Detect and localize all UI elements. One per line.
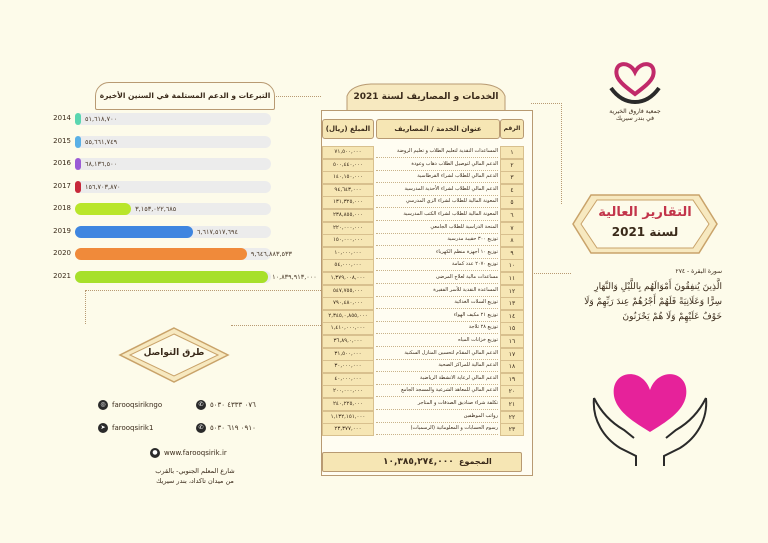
telegram-icon: ➤ [98,423,108,433]
instagram-link[interactable] [98,400,162,410]
table-row-number: ١٨ [500,360,524,373]
address-line2: من ميدان تاكداد، بندر سيريك [156,477,234,485]
table-row-number: ١٩ [500,373,524,386]
table-row-number: ١٤ [500,310,524,323]
verse-reference: سورة البقرة - ٢٧٤ [675,268,722,275]
table-row-number: ٣ [500,171,524,184]
table-row-number: ١٠ [500,259,524,272]
website-link[interactable] [150,448,227,458]
table-title-badge [341,82,511,112]
table-row-amount: ١٥٠,٠٠٠,٠٠٠ [322,234,374,247]
bar-2016 [75,158,81,170]
bar-2020 [75,248,247,260]
telegram-handle: farooqsirik1 [112,424,154,432]
phone-icon: ✆ [196,400,206,410]
table-row-number: ١٥ [500,322,524,335]
table-row-amount: ٢٠٠,٠٠٠,٠٠٠ [322,385,374,398]
address-line1: شارع المعلم الجنوبي- بالقرب [155,467,235,475]
report-title-line1: التقارير العالية [598,205,692,220]
table-row-description: الدعم المالي للطلاب لشراء الأحذية المدرسية [376,184,498,196]
telegram-link[interactable] [98,423,153,433]
table-row-amount: ١,٤١٠,٠٠٠,٠٠٠ [322,322,374,335]
table-row-description: توزيع ٢٨ ثلاجة [376,322,498,334]
table-row-description: توزيع ٣٠٠ حقيبة مدرسية [376,234,498,246]
table-row-description: المساعدات النقدية لتعليم الطلاب و تعليم الروضة [376,146,498,158]
connector [85,290,321,291]
table-row-description: رسوم الحسابات و المعلوماتية (الرسميات) [376,423,498,435]
heart-in-hands-illustration [590,360,710,470]
table-row-description: المساعدة النقدية للأسر الفقيرة [376,285,498,297]
table-row-description: الدعم المالي المقدّم لتحسين المنازل السكنية [376,348,498,360]
table-row-number: ١٦ [500,335,524,348]
table-row-amount: ٥٤٧,٧٥٥,٠٠٠ [322,285,374,298]
bar-year-label: 2014 [53,114,71,122]
table-row-amount: ٢٤٠,٢٢٥,٠٠٠ [322,398,374,411]
report-title-line2: لسنة 2021 [611,225,679,239]
bar-year-label: 2017 [53,181,71,190]
table-row-description: الدعم المالي لتوصيل الطلاب ذهاب وعودة [376,159,498,171]
table-row-amount: ٢,٣٤٥,٠,٨٥٥,٠٠٠ [322,310,374,323]
table-row-description: تكلفة شراء صناديق الصدقات و المتاجر [376,398,498,410]
website-url: www.farooqsirik.ir [164,449,227,457]
total-value: ١٠,٣٨٥,٢٧٤,٠٠٠ [383,457,454,467]
bar-year-label: 2021 [53,271,71,280]
table-row-amount: ٤٠,٠٠٠,٠٠٠ [322,373,374,386]
bar-value-label: ١٠,٨٣٩,٩١٣,٠٠٠ [272,272,317,281]
table-row-amount: ٥٤,٠٠٠,٠٠٠ [322,259,374,272]
table-row-number: ٤ [500,184,524,197]
phone-2-number: ٠٩١٠ ٦١٩ ٥٠٣٠ [210,424,256,432]
table-row-number: ٧ [500,222,524,235]
phone-1[interactable] [196,400,256,410]
org-name-line1: جمعية فاروق الخيرية [609,108,661,115]
table-row-amount: ٢٣٨,٨٥٥,٠٠٠ [322,209,374,222]
bar-2021 [75,271,268,283]
table-row-amount: ٥٠٠,٤٤٠,٠٠٠ [322,159,374,172]
bar-2017 [75,181,81,193]
bar-year-label: 2019 [53,226,71,235]
table-row-description: رواتب الموظفين [376,411,498,423]
table-row-amount: ٧١,٥٠٠,٠٠٠ [322,146,374,159]
col-header-amount: المبلغ (ريال) [322,119,374,139]
connector [273,96,321,97]
connector [231,325,321,326]
bar-year-label: 2018 [53,204,71,212]
bar-value-label: ٩,٦٤٦,٨٨٣,٥٣٣ [250,250,292,258]
report-title-badge [571,193,719,255]
address [150,466,240,486]
total-label: المجموع [459,457,492,466]
table-title: الخدمات و المصاريف لسنة 2021 [353,92,499,102]
bar-track [75,226,271,238]
bar-2014 [75,113,81,125]
verse-text: الَّذِينَ يُنفِقُونَ أَمْوَالَهُم بِاللَّيْلِ وَالنَّهَارِ سِرًّا وَعَلَانِيَةً فَلَهُمْ أَجْرُهُمْ عِندَ رَبِّهِمْ وَلَا خَوْفٌ عَلَيْهِمْ وَلَا هُمْ يَحْزَنُونَ [584,282,722,322]
table-row-number: ٢١ [500,398,524,411]
table-row-amount: ١٤٠,١٥٠,٠٠٠ [322,171,374,184]
contact-badge [116,326,232,384]
table-row-number: ٢ [500,159,524,172]
org-name-line2: في بندر سيريك [615,115,655,122]
table-row-number: ٨ [500,234,524,247]
table-row-description: الدعم المالية للمراكز الصحية [376,360,498,372]
bar-value-label: ١٥٦,٧٠٣,٨٧٠ [85,182,121,191]
table-total [322,452,522,472]
table-row-amount: ١,٣٧٩,٠٠٨,٠٠٠ [322,272,374,285]
table-row-number: ٢٣ [500,423,524,436]
bar-year-label: 2015 [53,136,71,145]
contact-title: طرق التواصل [143,348,205,358]
phone-1-number: ٠٧٦ ٤٣٣٣ ٥٠٣٠ [210,401,256,409]
hands-heart-logo-icon [605,58,665,104]
whatsapp-icon: ✆ [196,423,206,433]
table-row-number: ٢٠ [500,385,524,398]
table-row-description: المعونة المالية للطلاب لشراء الزي المدرسي [376,196,498,208]
table-row-number: ١ [500,146,524,159]
table-row-number: ٥ [500,196,524,209]
bar-value-label: ٥١,٦١٨,٧٠٠ [85,115,118,123]
instagram-handle: farooqsirikngo [112,401,163,409]
table-row-description: المعونة المالية للطلاب لشراء الكتب المدرسية [376,209,498,221]
connector [531,103,562,204]
table-row-number: ٢٢ [500,411,524,424]
bar-year-label: 2020 [53,249,71,257]
bar-year-label: 2016 [53,159,71,167]
table-row-description: الدعم المالي لرعاية الانشطة الرياضية [376,373,498,385]
bar-track [75,248,271,260]
table-row-number: ١١ [500,272,524,285]
table-row-number: ٩ [500,247,524,260]
globe-icon: ● [150,448,160,458]
table-row-description: توزيع خزانات المياه [376,335,498,347]
table-row-number: ٦ [500,209,524,222]
table-row-amount: ٢٢٠,٠٠٠,٠٠٠ [322,222,374,235]
table-row-description: الدعم المالي للمعاهد الشرعية والمسجد الجامع [376,385,498,397]
logo [605,58,665,120]
badge-frame [571,193,719,255]
table-row-amount: ٩٤,٦٤٣,٠٠٠ [322,184,374,197]
bar-value-label: ٦,٦١٧,٥١٧,٦٩٤ [196,227,239,236]
bar-2015 [75,136,81,148]
table-row-number: ١٧ [500,348,524,361]
table-row-amount: ٣١,٥٠٠,٠٠٠ [322,348,374,361]
table-row-amount: ١٠,٠٠٠,٠٠٠ [322,247,374,260]
table-row-amount: ٢٣,٣٧٧,٠٠٠ [322,423,374,436]
table-row-description: توزيع ٢٠٧٠ عدد كمامة [376,259,498,271]
connector [531,273,571,274]
connector [85,290,86,324]
table-row-description: توزيع السلات الغذائية [376,297,498,309]
bar-value-label: ٥٥,٦٦١,٧٤٩ [85,137,118,146]
table-row-description: توزيع ١٠ أجهزة منظم الكهرباء [376,247,498,259]
table-row-description: مساعدات مالية لعلاج المرضى [376,272,498,284]
table-row-amount: ١,١٣٢,١٥١,٠٠٠ [322,411,374,424]
table-row-number: ١٣ [500,297,524,310]
bar-value-label: ٦٨,١٣٦,٥٠٠ [85,160,118,168]
bar-value-label: ٣,١٥٣,٠٢٢,٦٨٥ [135,205,177,213]
table-row-description: المنحة الدراسية للطلاب الجامعي [376,222,498,234]
table-row-amount: ٧٩٠,٤٨٠,٠٠٠ [322,297,374,310]
phone-2[interactable] [196,423,256,433]
table-row-description: الدعم المالي للطلاب لشراء القرطاسية [376,171,498,183]
heart-icon [614,374,687,432]
table-row-description: توزيع ٢١ مكيف الهواء [376,310,498,322]
table-row-number: ١٢ [500,285,524,298]
col-header-description: عنوان الخدمة / المصاريف [376,119,500,139]
chart-title: التبرعات و الدعم المستلمة في السنين الأخيرة [95,82,275,110]
instagram-icon: ◎ [98,400,108,410]
table-row-amount: ٣٠,٠٠٠,٠٠٠ [322,360,374,373]
table-row-amount: ١٣١,٣٢٥,٠٠٠ [322,196,374,209]
bar-2019 [75,226,193,238]
table-row-amount: ٣٦,٨٩,٠,٠٠٠ [322,335,374,348]
bar-2018 [75,203,131,215]
bar-track [75,271,271,283]
col-header-number: الرقم [500,119,524,139]
